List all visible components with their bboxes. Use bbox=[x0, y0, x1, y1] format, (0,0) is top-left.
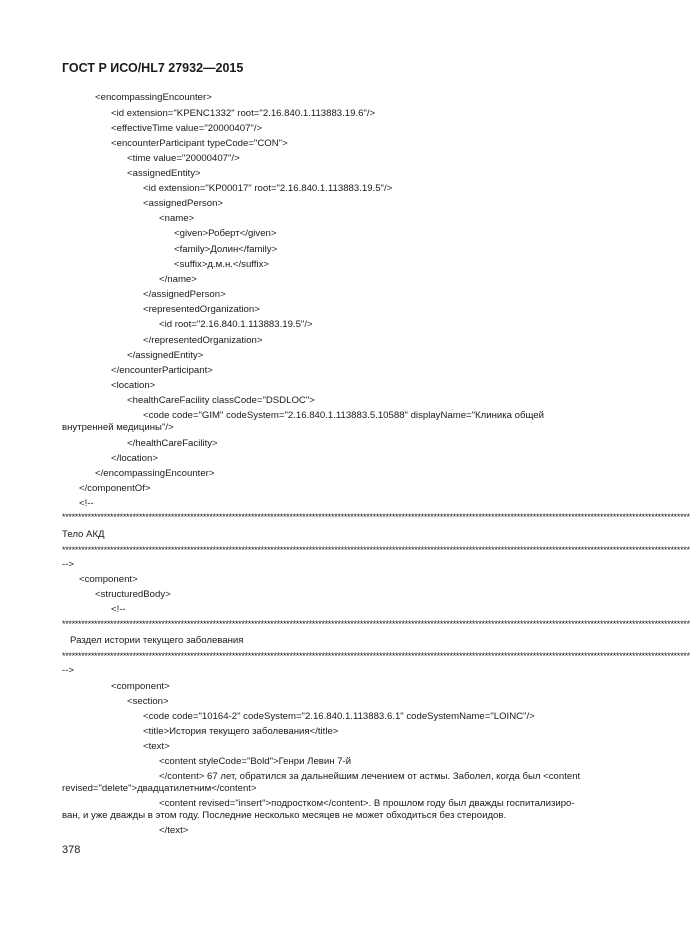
code-line: <location> bbox=[111, 380, 156, 391]
section-comment-title: Раздел истории текущего заболевания bbox=[70, 635, 244, 646]
code-line: <text> bbox=[143, 741, 170, 752]
code-line: </text> bbox=[159, 825, 189, 836]
code-line: <content styleCode="Bold">Генри Левин 7-й bbox=[159, 756, 352, 767]
code-line: <code code="GIM" codeSystem="2.16.840.1.113883.5.10588" displayName="Клиника общей bbox=[143, 410, 544, 421]
code-line: </healthCareFacility> bbox=[127, 438, 218, 449]
code-line: <section> bbox=[127, 696, 169, 707]
separator-line: **************************************************************************************************************************************************************************************************** bbox=[62, 512, 690, 522]
code-line: <code code="10164-2" codeSystem="2.16.840.1.113883.6.1" codeSystemName="LOINC"/> bbox=[143, 711, 535, 722]
code-line: <!-- bbox=[79, 498, 94, 509]
code-line: <suffix>д.м.н.</suffix> bbox=[174, 259, 270, 270]
code-line: <effectiveTime value="20000407"/> bbox=[111, 123, 263, 134]
code-line: <assignedEntity> bbox=[127, 168, 201, 179]
code-line: <given>Роберт</given> bbox=[174, 228, 277, 239]
code-line: <!-- bbox=[111, 604, 126, 615]
code-line: внутренней медицины"/> bbox=[62, 422, 174, 433]
code-line: <content revised="insert">подростком</content>. В прошлом году был дважды госпитализиро- bbox=[159, 798, 575, 809]
page-number: 378 bbox=[62, 844, 81, 856]
page-header-title: ГОСТ Р ИСО/HL7 27932—2015 bbox=[62, 61, 244, 75]
code-line: </encounterParticipant> bbox=[111, 365, 213, 376]
code-line: </componentOf> bbox=[79, 483, 151, 494]
code-line: <id extension="KP00017" root="2.16.840.1.113883.19.5"/> bbox=[143, 183, 393, 194]
code-line: <id extension="KPENC1332" root="2.16.840.1.113883.19.6"/> bbox=[111, 108, 376, 119]
code-line: </content> 67 лет, обратился за дальнейшим лечением от астмы. Заболел, когда был <content bbox=[159, 771, 581, 782]
code-line: <representedOrganization> bbox=[143, 304, 260, 315]
code-line: <structuredBody> bbox=[95, 589, 171, 600]
code-line: --> bbox=[62, 665, 74, 676]
code-line: revised="delete">двадцатилетним</content> bbox=[62, 783, 257, 794]
code-line: </representedOrganization> bbox=[143, 335, 263, 346]
code-line: <encounterParticipant typeCode="CON"> bbox=[111, 138, 288, 149]
code-line: </assignedPerson> bbox=[143, 289, 226, 300]
code-line: </name> bbox=[159, 274, 197, 285]
separator-line: **************************************************************************************************************************************************************************************************** bbox=[62, 545, 690, 555]
code-line: </location> bbox=[111, 453, 158, 464]
separator-line: **************************************************************************************************************************************************************************************************** bbox=[62, 651, 690, 661]
code-line: <name> bbox=[159, 213, 195, 224]
code-line: --> bbox=[62, 559, 74, 570]
code-line: <id root="2.16.840.1.113883.19.5"/> bbox=[159, 319, 313, 330]
code-line: <component> bbox=[79, 574, 138, 585]
section-comment-title: Тело АКД bbox=[62, 529, 105, 540]
code-line: <title>История текущего заболевания</title> bbox=[143, 726, 339, 737]
code-line: <healthCareFacility classCode="DSDLOC"> bbox=[127, 395, 315, 406]
code-line: <family>Долин</family> bbox=[174, 244, 278, 255]
code-line: <component> bbox=[111, 681, 170, 692]
code-line: ван, и уже дважды в этом году. Последние несколько месяцев не может обходиться без стероидов. bbox=[62, 810, 507, 821]
code-line: <encompassingEncounter> bbox=[95, 92, 212, 103]
code-line: <assignedPerson> bbox=[143, 198, 224, 209]
code-line: </encompassingEncounter> bbox=[95, 468, 215, 479]
code-line: </assignedEntity> bbox=[127, 350, 204, 361]
code-line: <time value="20000407"/> bbox=[127, 153, 240, 164]
separator-line: **************************************************************************************************************************************************************************************************** bbox=[62, 619, 690, 629]
